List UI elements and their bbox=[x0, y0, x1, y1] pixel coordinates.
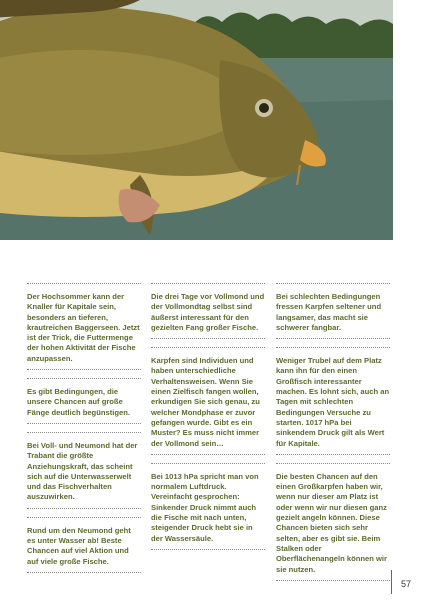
dotted-divider bbox=[151, 549, 265, 552]
dotted-divider bbox=[27, 283, 141, 286]
dotted-divider bbox=[27, 572, 141, 575]
dotted-divider bbox=[151, 463, 265, 466]
paragraph: Karpfen sind Individuen und haben unterschiedliche Verhaltensweisen. Wenn Sie einen Zielfisch fangen wollen, erkundigen Sie sich genau, zu welcher Mondphase er zuvor gefangen wurde. Gibt es ein Muster? Es muss nicht immer der Vollmond sein… bbox=[151, 356, 260, 448]
dotted-divider bbox=[276, 454, 390, 457]
dotted-divider bbox=[27, 508, 141, 511]
dotted-divider bbox=[27, 378, 141, 381]
paragraph: Bei Voll- und Neumond hat der Trabant die größte Anziehungskraft, das scheint sich auf die Unterwasserwelt und das Fischverhalten auszuwirken. bbox=[27, 440, 138, 502]
dotted-divider bbox=[151, 338, 265, 341]
dotted-divider bbox=[27, 369, 141, 372]
paragraph: Bei schlechten Bedingungen fressen Karpfen seltener und langsamer, das macht sie schwerer fangbar. bbox=[276, 292, 382, 332]
paragraph: Rund um den Neumond geht es unter Wasser ab! Beste Chancen auf viel Aktion und auf viele große Fische. bbox=[27, 525, 131, 566]
dotted-divider bbox=[276, 347, 390, 350]
paragraph: Weniger Trubel auf dem Platz kann ihn für den einen Großfisch interessanter machen. Es lohnt sich, auch an Tagen mit schlechten Bedingungen Versuche zu starten. 1017 hPa bei sinkendem Druck gilt als Wert für Kapitale. bbox=[276, 356, 390, 448]
carp-photo bbox=[0, 0, 393, 240]
dotted-divider bbox=[276, 580, 390, 583]
paragraph: Bei 1013 hPa spricht man von normalem Luftdruck. Vereinfacht gesprochen: Sinkender Druck nimmt auch die Fische mit nach unten, steigender Druck hebt sie in der Wassersäule. bbox=[151, 471, 259, 543]
text-column-1 bbox=[27, 280, 141, 581]
dotted-divider bbox=[151, 347, 265, 350]
carp-illustration bbox=[0, 0, 393, 240]
dotted-divider bbox=[27, 423, 141, 426]
text-column-2 bbox=[151, 280, 265, 558]
paragraph: Die drei Tage vor Vollmond und der Vollmondtag selbst sind äußerst interessant für den gezielten Fang großer Fische. bbox=[151, 292, 265, 332]
paragraph: Die besten Chancen auf den einen Großkarpfen haben wir, wenn nur dieser am Platz ist oder wenn wir nur diesen ganz gezielt angeln können. Diese Chancen bieten sich sehr selten, aber es gibt sie. Beim Stalken oder Oberflächenangeln können wir sie nutzen. bbox=[276, 471, 387, 574]
text-column-3 bbox=[276, 280, 390, 589]
dotted-divider bbox=[276, 338, 390, 341]
dotted-divider bbox=[151, 454, 265, 457]
paragraph: Der Hochsommer kann der Knaller für Kapitale sein, besonders an tieferen, krautreichen Baggerseen. Jetzt ist der Trick, die Futtermenge der hohen Aktivität der Fische anzupassen. bbox=[27, 292, 140, 363]
dotted-divider bbox=[27, 517, 141, 520]
dotted-divider bbox=[27, 432, 141, 435]
dotted-divider bbox=[276, 283, 390, 286]
dotted-divider bbox=[151, 283, 265, 286]
page-number-rule bbox=[391, 570, 392, 594]
page-number: 57 bbox=[401, 579, 412, 589]
dotted-divider bbox=[276, 463, 390, 466]
paragraph: Es gibt Bedingungen, die unsere Chancen auf große Fänge deutlich begünstigen. bbox=[27, 387, 130, 417]
